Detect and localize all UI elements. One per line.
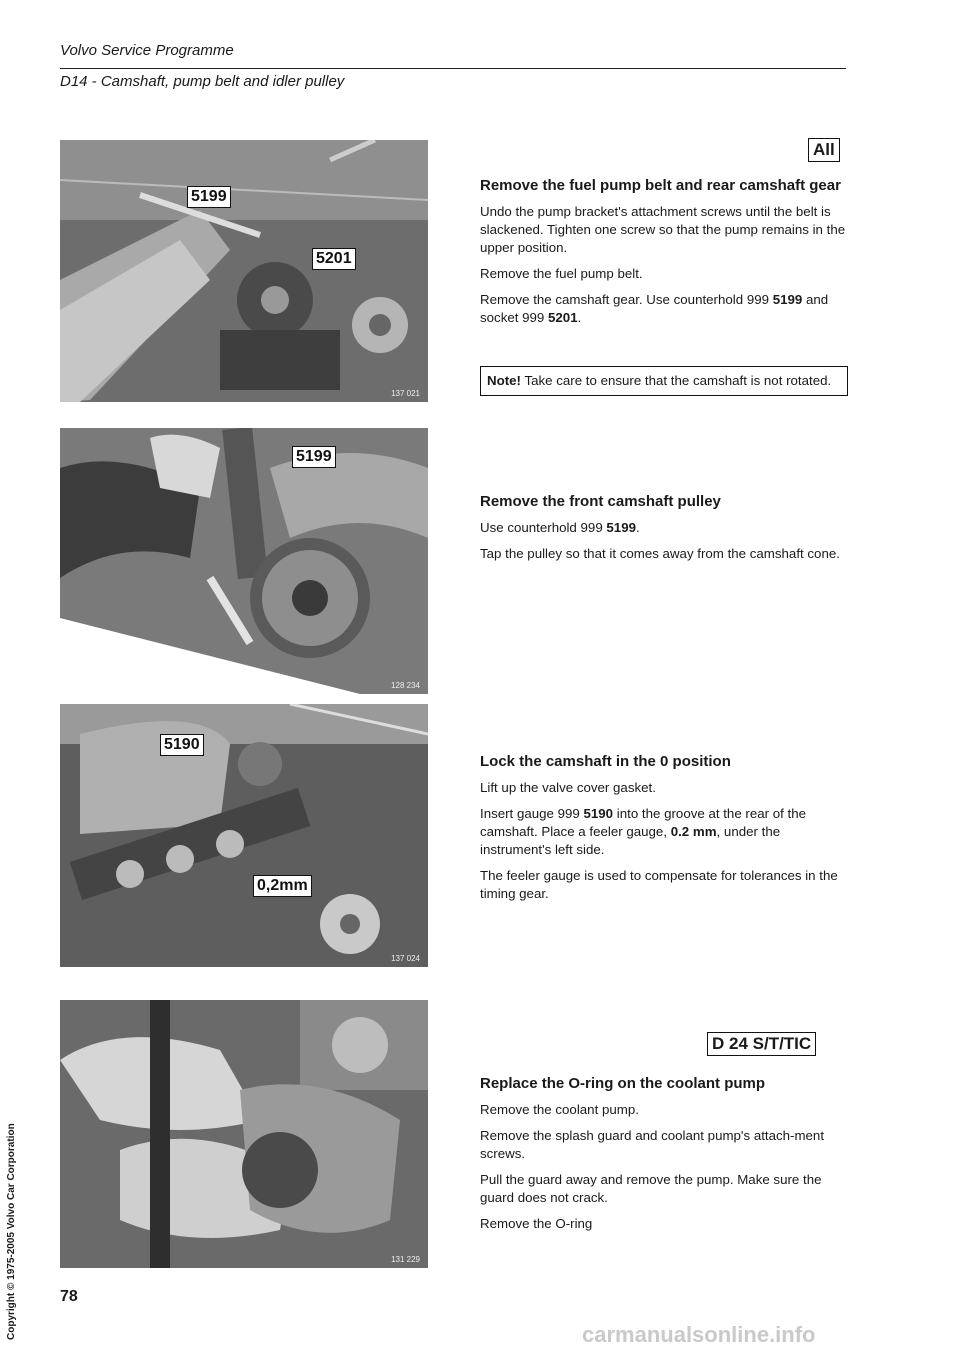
photo-1	[60, 140, 428, 402]
photo-3-image	[60, 704, 428, 967]
photo-number: 137 021	[391, 389, 420, 398]
section-lock-camshaft	[480, 752, 846, 911]
text-run: Insert gauge 999	[480, 806, 584, 821]
text-run: Remove the camshaft gear. Use counterhold 999	[480, 292, 773, 307]
tool-number: 5190	[583, 806, 614, 821]
photo-3	[60, 704, 428, 967]
callout-label: 5201	[312, 248, 356, 270]
header-section: D14 - Camshaft, pump belt and idler pulley	[60, 73, 345, 90]
measurement: 0.2 mm	[670, 824, 717, 839]
photo-4-image	[60, 1000, 428, 1268]
tool-number: 5201	[548, 310, 578, 325]
paragraph	[480, 805, 846, 859]
photo-number: 131 229	[391, 1255, 420, 1264]
photo-4	[60, 1000, 428, 1268]
text-run: and socket 999	[480, 292, 829, 325]
section-remove-pump-belt	[480, 176, 846, 335]
tool-number: 5199	[772, 292, 803, 307]
text-run: , under the instrument's left side.	[480, 824, 781, 857]
photo-number: 137 024	[391, 954, 420, 963]
text-run: .	[636, 520, 640, 535]
photo-1-image	[60, 140, 428, 402]
section-title: Replace the O-ring on the coolant pump	[480, 1075, 766, 1092]
note-text: Take care to ensure that the camshaft is not rotated.	[520, 373, 832, 388]
section-title: Remove the front camshaft pulley	[480, 493, 721, 510]
watermark: carmanualsonline.info	[582, 1322, 816, 1347]
applicability-badge-all: All	[808, 138, 840, 162]
applicability-badge-d24: D 24 S/T/TIC	[707, 1032, 816, 1056]
paragraph: Remove the O-ring	[480, 1216, 593, 1231]
photo-number: 128 234	[391, 681, 420, 690]
tool-number: 5199	[606, 520, 636, 535]
paragraph: Remove the coolant pump.	[480, 1102, 639, 1117]
copyright-notice: Copyright © 1975-2005 Volvo Car Corporation	[6, 1123, 17, 1340]
paragraph	[480, 519, 846, 537]
header-series: Volvo Service Programme	[60, 42, 234, 59]
section-title: Lock the camshaft in the 0 position	[480, 753, 731, 770]
photo-2	[60, 428, 428, 694]
section-remove-front-pulley	[480, 492, 846, 571]
paragraph: Lift up the valve cover gasket.	[480, 780, 656, 795]
text-run: into the groove at the rear of the camshaft. Place a feeler gauge,	[480, 806, 807, 839]
paragraph: Remove the splash guard and coolant pump's attach-ment screws.	[480, 1128, 825, 1161]
note-label: Note!	[487, 373, 521, 388]
callout-label: 0,2mm	[253, 875, 312, 897]
paragraph: The feeler gauge is used to compensate for tolerances in the timing gear.	[480, 868, 838, 901]
paragraph: Pull the guard away and remove the pump. Make sure the guard does not crack.	[480, 1172, 822, 1205]
paragraph: Tap the pulley so that it comes away from the camshaft cone.	[480, 546, 840, 561]
callout-label: 5199	[187, 186, 231, 208]
paragraph: Undo the pump bracket's attachment screws until the belt is slackened. Tighten one screw so that the pump remains in the upper position.	[480, 204, 846, 255]
header-rule	[60, 68, 846, 69]
paragraph	[480, 291, 846, 327]
callout-label: 5199	[292, 446, 336, 468]
section-replace-oring	[480, 1074, 846, 1241]
page-number: 78	[60, 1288, 78, 1305]
section-title: Remove the fuel pump belt and rear camshaft gear	[480, 177, 841, 194]
text-run: .	[577, 310, 582, 325]
callout-label: 5190	[160, 734, 204, 756]
text-run: Use counterhold 999	[480, 520, 607, 535]
paragraph: Remove the fuel pump belt.	[480, 266, 643, 281]
photo-2-image	[60, 428, 428, 694]
note-box	[480, 366, 848, 396]
